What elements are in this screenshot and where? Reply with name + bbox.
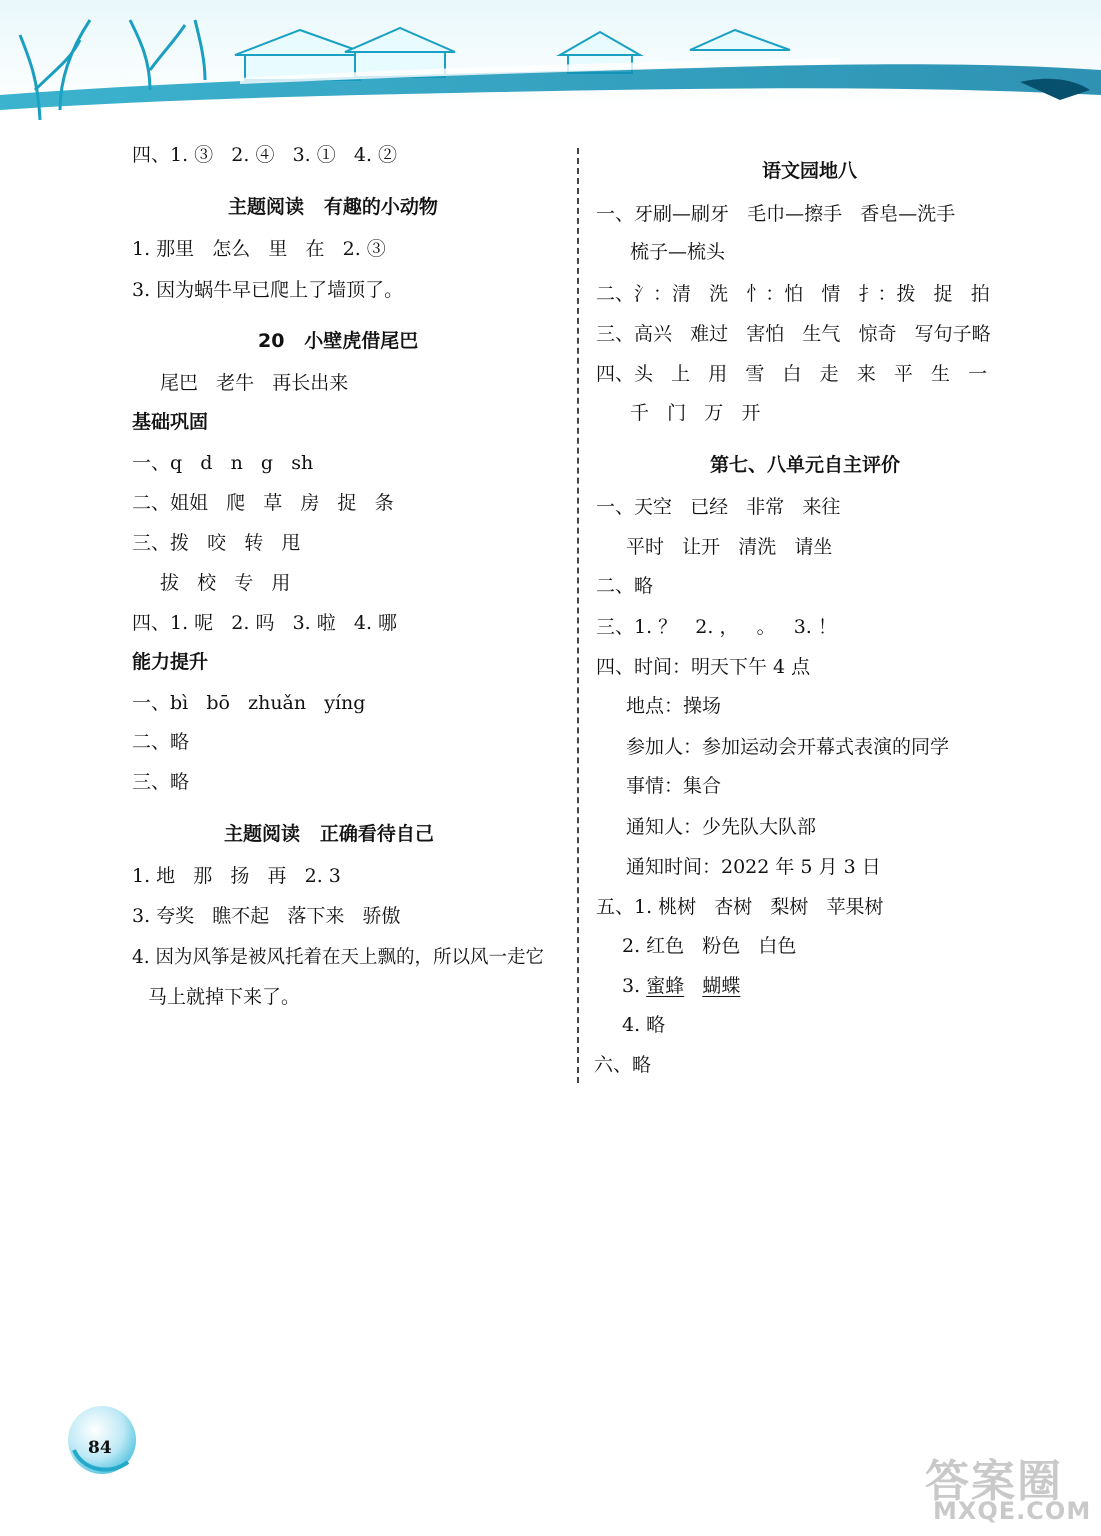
watermark-logo [925,1445,1095,1530]
page-number: 84 [88,1438,112,1458]
watermark-text: 答案圈 [925,1456,1063,1507]
answer-line: 千 门 万 开 [630,402,761,424]
answer-line: 二、氵：清 洗 忄：怕 情 扌：拨 捉 拍 [596,283,990,305]
answer-line: 通知时间：2022 年 5 月 3 日 [626,856,881,878]
lesson-title: 20 小壁虎借尾巴 [258,330,419,352]
answer-line: 四、1. ③ 2. ④ 3. ① 4. ② [132,144,398,166]
answer-line: 地点：操场 [626,695,722,717]
answer-line: 平时 让开 清洗 请坐 [626,536,833,558]
watermark-url: MXQE.COM [933,1497,1092,1525]
underlined-answer: 蜜蜂 [646,975,685,997]
answer-line: 一、牙刷—刷牙 毛巾—擦手 香皂—洗手 [596,203,956,225]
answer-line: 马上就掉下来了。 [148,986,301,1008]
section-heading: 第七、八单元自主评价 [710,454,901,476]
answer-line: 三、略 [132,771,190,793]
answer-line: 事情：集合 [626,775,722,797]
answer-line: 参加人：参加运动会开幕式表演的同学 [626,736,950,758]
answer-line: 一、q d n g sh [132,452,314,474]
underlined-answer: 蝴蝶 [702,975,741,997]
item-number: 3. [622,975,641,997]
answer-line: 4. 略 [622,1014,666,1036]
answer-line: 四、头 上 用 雪 白 走 来 平 生 一 [596,363,988,385]
answer-line: 1. 地 那 扬 再 2. 3 [132,865,341,887]
answer-line: 3. 夸奖 瞧不起 落下来 骄傲 [132,905,401,927]
answer-line: 五、1. 桃树 杏树 梨树 苹果树 [596,896,884,918]
answer-line [622,974,740,998]
answer-line: 尾巴 老牛 再长出来 [160,372,349,394]
answer-line: 通知人：少先队大队部 [626,816,817,838]
answer-line: 拔 校 专 用 [160,572,291,594]
answer-line: 一、天空 已经 非常 来往 [596,496,841,518]
answer-line: 六、略 [594,1054,652,1076]
page-number-badge [62,1398,142,1478]
header-landscape-banner [0,0,1101,135]
answer-line: 梳子—梳头 [630,241,726,263]
answer-line: 2. 红色 粉色 白色 [622,935,797,957]
answer-line: 三、1. ？ 2. ， 。 3. ！ [596,616,837,638]
subsection-label: 基础巩固 [132,411,209,433]
subsection-label: 能力提升 [132,651,209,673]
answer-line: 三、高兴 难过 害怕 生气 惊奇 写句子略 [596,323,991,345]
answer-line: 二、略 [596,575,654,597]
answer-line: 四、时间：明天下午 4 点 [596,656,811,678]
answer-line: 二、略 [132,731,190,753]
answer-line: 1. 那里 怎么 里 在 2. ③ [132,238,386,260]
answer-line: 二、姐姐 爬 草 房 捉 条 [132,492,394,514]
column-divider [577,148,579,1083]
answer-line: 四、1. 呢 2. 吗 3. 啦 4. 哪 [132,612,398,634]
answer-line: 3. 因为蜗牛早已爬上了墙顶了。 [132,279,404,301]
section-heading: 语文园地八 [762,160,858,182]
section-heading: 主题阅读 有趣的小动物 [228,196,438,218]
answer-line: 一、bì bō zhuǎn yíng [132,692,366,714]
answer-line: 三、拨 咬 转 甩 [132,532,301,554]
answer-line: 4. 因为风筝是被风托着在天上飘的，所以风一走它 [132,947,545,968]
section-heading: 主题阅读 正确看待自己 [224,823,434,845]
